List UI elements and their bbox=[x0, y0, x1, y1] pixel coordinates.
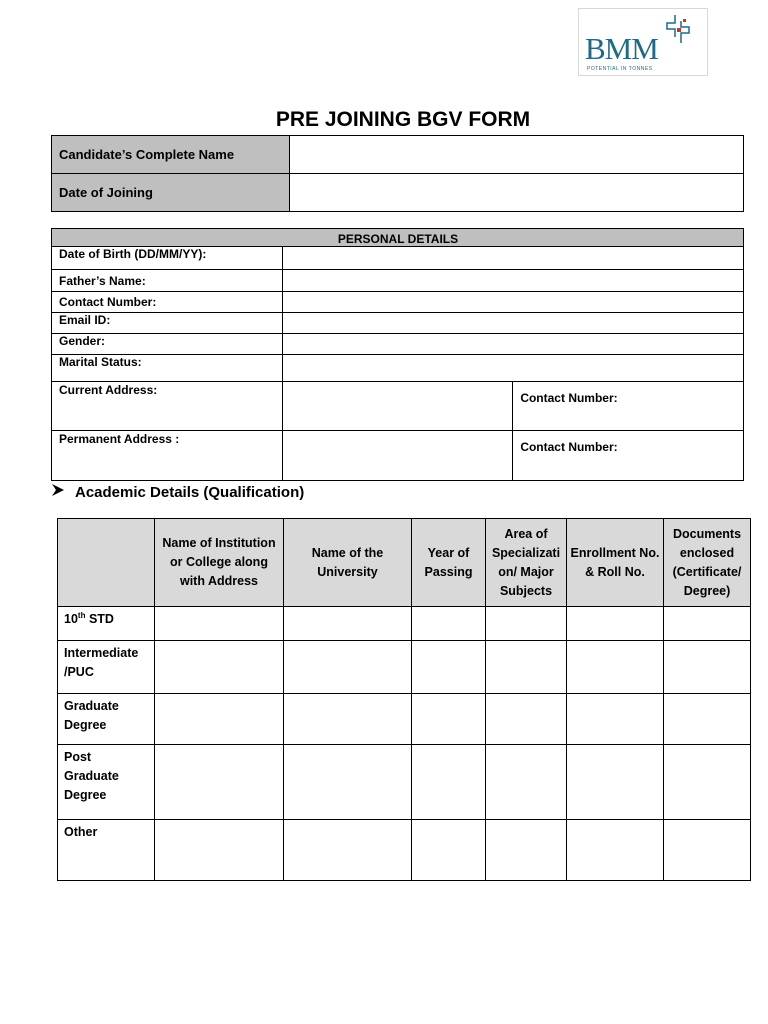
table-cell[interactable] bbox=[284, 820, 412, 881]
permanent-contact-label: Contact Number: bbox=[513, 431, 744, 481]
fathers-name-field[interactable] bbox=[282, 270, 743, 292]
table-cell[interactable] bbox=[412, 820, 486, 881]
table-cell[interactable] bbox=[412, 641, 486, 694]
table-cell[interactable] bbox=[412, 607, 486, 641]
table-row bbox=[52, 174, 744, 212]
table-row bbox=[52, 313, 744, 334]
table-row bbox=[52, 334, 744, 355]
row-label-10th: 10th STD bbox=[58, 607, 155, 641]
table-header-row bbox=[58, 519, 751, 607]
gender-field[interactable] bbox=[282, 334, 743, 355]
table-cell[interactable] bbox=[567, 820, 664, 881]
table-row bbox=[52, 270, 744, 292]
table-cell[interactable] bbox=[664, 607, 751, 641]
table-cell[interactable] bbox=[664, 745, 751, 820]
table-cell[interactable] bbox=[567, 641, 664, 694]
marital-status-label: Marital Status: bbox=[52, 355, 283, 382]
column-header: Documents enclosed (Certificate/ Degree) bbox=[664, 519, 751, 607]
fathers-name-label: Father’s Name: bbox=[52, 270, 283, 292]
table-cell[interactable] bbox=[486, 820, 567, 881]
table-cell[interactable] bbox=[412, 694, 486, 745]
table-row bbox=[52, 292, 744, 313]
academic-details-title: Academic Details (Qualification) bbox=[75, 484, 305, 501]
column-header: Area of Specializati on/ Major Subjects bbox=[486, 519, 567, 607]
column-header: Name of Institution or College along with Address bbox=[155, 519, 284, 607]
academic-details-heading bbox=[51, 483, 304, 501]
column-header bbox=[58, 519, 155, 607]
gender-label: Gender: bbox=[52, 334, 283, 355]
table-row bbox=[52, 247, 744, 270]
current-contact-label: Contact Number: bbox=[513, 382, 744, 431]
table-row bbox=[52, 382, 744, 431]
contact-number-label: Contact Number: bbox=[52, 292, 283, 313]
table-cell[interactable] bbox=[486, 694, 567, 745]
table-row bbox=[58, 694, 751, 745]
table-cell[interactable] bbox=[486, 607, 567, 641]
logo-text: BMM bbox=[585, 31, 658, 66]
table-cell[interactable] bbox=[486, 745, 567, 820]
table-row bbox=[58, 607, 751, 641]
candidate-name-field[interactable] bbox=[290, 136, 744, 174]
column-header: Enrollment No. & Roll No. bbox=[567, 519, 664, 607]
arrow-bullet-icon bbox=[51, 483, 67, 501]
table-cell[interactable] bbox=[664, 820, 751, 881]
email-field[interactable] bbox=[282, 313, 743, 334]
table-cell[interactable] bbox=[486, 641, 567, 694]
permanent-address-field[interactable] bbox=[282, 431, 513, 481]
academic-details-table bbox=[57, 518, 751, 881]
table-cell[interactable] bbox=[155, 641, 284, 694]
table-row bbox=[58, 820, 751, 881]
current-address-label: Current Address: bbox=[52, 382, 283, 431]
table-cell[interactable] bbox=[664, 641, 751, 694]
column-header: Name of the University bbox=[284, 519, 412, 607]
candidate-name-label: Candidate’s Complete Name bbox=[52, 136, 290, 174]
column-header: Year of Passing bbox=[412, 519, 486, 607]
table-cell[interactable] bbox=[567, 745, 664, 820]
table-row bbox=[52, 136, 744, 174]
logo-tagline: POTENTIAL IN TONNES bbox=[587, 66, 653, 72]
table-row bbox=[52, 229, 744, 247]
logo-cross-icon bbox=[661, 13, 697, 49]
permanent-address-label: Permanent Address : bbox=[52, 431, 283, 481]
email-label: Email ID: bbox=[52, 313, 283, 334]
table-cell[interactable] bbox=[155, 607, 284, 641]
current-address-field[interactable] bbox=[282, 382, 513, 431]
marital-status-field[interactable] bbox=[282, 355, 743, 382]
table-cell[interactable] bbox=[155, 745, 284, 820]
table-cell[interactable] bbox=[567, 607, 664, 641]
row-label-graduate: Graduate Degree bbox=[58, 694, 155, 745]
row-label-post-graduate: Post Graduate Degree bbox=[58, 745, 155, 820]
table-row bbox=[58, 745, 751, 820]
table-cell[interactable] bbox=[155, 820, 284, 881]
table-row bbox=[52, 355, 744, 382]
table-row bbox=[58, 641, 751, 694]
form-title: PRE JOINING BGV FORM bbox=[275, 108, 531, 131]
table-cell[interactable] bbox=[664, 694, 751, 745]
row-label-intermediate: Intermediate /PUC bbox=[58, 641, 155, 694]
table-cell[interactable] bbox=[155, 694, 284, 745]
table-cell[interactable] bbox=[284, 745, 412, 820]
dob-field[interactable] bbox=[282, 247, 743, 270]
table-cell[interactable] bbox=[284, 641, 412, 694]
table-row bbox=[52, 431, 744, 481]
table-cell[interactable] bbox=[567, 694, 664, 745]
table-cell[interactable] bbox=[412, 745, 486, 820]
row-label-other: Other bbox=[58, 820, 155, 881]
company-logo bbox=[578, 8, 708, 76]
table-cell[interactable] bbox=[284, 694, 412, 745]
personal-details-table bbox=[51, 228, 744, 481]
table-cell[interactable] bbox=[284, 607, 412, 641]
contact-number-field[interactable] bbox=[282, 292, 743, 313]
personal-details-header: PERSONAL DETAILS bbox=[52, 229, 744, 247]
date-of-joining-label: Date of Joining bbox=[52, 174, 290, 212]
dob-label: Date of Birth (DD/MM/YY): bbox=[52, 247, 283, 270]
date-of-joining-field[interactable] bbox=[290, 174, 744, 212]
candidate-info-table bbox=[51, 135, 744, 212]
